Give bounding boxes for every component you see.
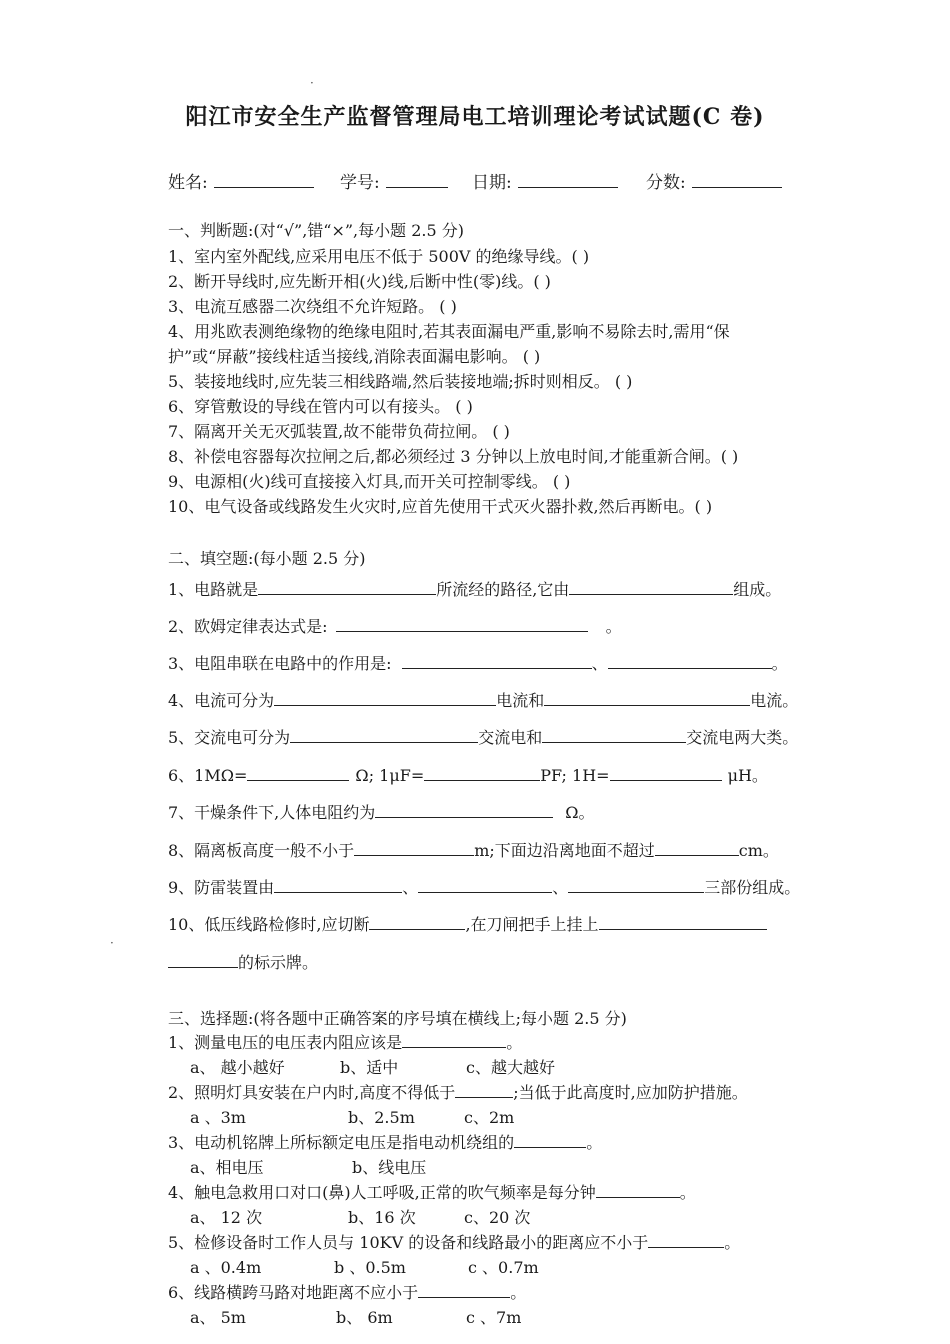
s1-question-5: 5、装接地线时,应先装三相线路端,然后装接地端;拆时则相反。 ( ) xyxy=(168,372,633,391)
date-blank xyxy=(518,171,618,188)
s2-question-7 xyxy=(168,800,595,823)
s3-q6-text: 6、线路横跨马路对地距离不应小于 xyxy=(168,1283,419,1302)
s3-question-6 xyxy=(168,1280,526,1303)
s1-question-2: 2、断开导线时,应先断开相(火)线,后断中性(零)线。( ) xyxy=(168,272,551,291)
option-c: c、越大越好 xyxy=(466,1058,555,1077)
answer-blank xyxy=(568,876,704,893)
option-a: a、 越小越好 xyxy=(190,1058,285,1077)
s2-q7-text-a: 7、干燥条件下,人体电阻约为 xyxy=(168,803,376,822)
answer-blank xyxy=(369,913,465,930)
s3-q3-text: 3、电动机铭牌上所标额定电压是指电动机绕组的 xyxy=(168,1133,515,1152)
option-b: b、2.5m xyxy=(348,1108,415,1127)
id-label: 学号: xyxy=(340,173,380,193)
s1-question-4-line1: 4、用兆欧表测绝缘物的绝缘电阻时,若其表面漏电严重,影响不易除去时,需用“保 xyxy=(168,322,730,341)
s3-q1-options xyxy=(190,1055,555,1078)
s2-question-2 xyxy=(168,614,622,637)
answer-blank xyxy=(402,652,592,669)
option-c: c 、0.7m xyxy=(468,1258,539,1277)
s2-q3-text-c: 。 xyxy=(771,654,788,673)
s3-q3-options xyxy=(190,1155,426,1178)
answer-blank xyxy=(455,1081,513,1098)
s2-q4-text-c: 电流。 xyxy=(750,691,799,710)
s3-question-3 xyxy=(168,1130,602,1153)
s3-question-4 xyxy=(168,1180,696,1203)
answer-blank xyxy=(542,726,686,743)
answer-blank xyxy=(599,913,767,930)
s2-question-3 xyxy=(168,651,788,674)
s2-q9-text-b: 、 xyxy=(402,878,419,897)
s2-question-6 xyxy=(168,763,768,786)
option-a: a 、0.4m xyxy=(190,1258,262,1277)
option-a: a、相电压 xyxy=(190,1158,264,1177)
answer-blank xyxy=(610,764,722,781)
s3-q6-end: 。 xyxy=(510,1283,527,1302)
option-c: c、20 次 xyxy=(464,1208,531,1227)
name-blank xyxy=(214,171,314,188)
answer-blank xyxy=(274,689,496,706)
answer-blank xyxy=(375,801,553,818)
s2-q3-text-a: 3、电阻串联在电路中的作用是: xyxy=(168,654,392,673)
answer-blank xyxy=(514,1131,586,1148)
s2-q6-text-b: Ω; 1μF= xyxy=(355,766,425,785)
answer-blank xyxy=(596,1181,680,1198)
s3-q4-end: 。 xyxy=(679,1183,696,1202)
answer-blank xyxy=(608,652,772,669)
answer-blank xyxy=(418,876,552,893)
option-b: b、 6m xyxy=(336,1308,393,1327)
option-c: c 、7m xyxy=(466,1308,522,1327)
s2-q7-text-b: Ω。 xyxy=(565,803,595,822)
name-label: 姓名: xyxy=(168,173,208,193)
answer-blank xyxy=(648,1231,724,1248)
section1-header: 一、判断题:(对“√”,错“×”,每小题 2.5 分) xyxy=(168,221,464,240)
s2-q9-text-d: 三部份组成。 xyxy=(704,878,801,897)
s3-q2-text-b: ;当低于此高度时,应加防护措施。 xyxy=(513,1083,748,1102)
s2-q10-text-c: 的标示牌。 xyxy=(238,953,319,972)
s2-q2-text-a: 2、欧姆定律表达式是: xyxy=(168,617,328,636)
option-b: b、线电压 xyxy=(352,1158,427,1177)
s2-q3-text-b: 、 xyxy=(591,654,608,673)
s2-question-10-continued xyxy=(168,950,318,973)
s2-q8-text-b: m;下面边沿离地面不超过 xyxy=(474,841,655,860)
s3-q6-options xyxy=(190,1305,521,1328)
answer-blank xyxy=(168,951,238,968)
s2-q4-text-b: 电流和 xyxy=(496,691,545,710)
s3-question-5 xyxy=(168,1230,740,1253)
s3-q2-text-a: 2、照明灯具安装在户内时,高度不得低于 xyxy=(168,1083,456,1102)
s2-q6-text-d: μH。 xyxy=(727,766,768,785)
answer-blank xyxy=(336,615,588,632)
score-field xyxy=(646,168,782,193)
answer-blank xyxy=(247,764,349,781)
s2-q6-text-a: 6、1MΩ= xyxy=(168,766,248,785)
score-blank xyxy=(692,171,782,188)
s2-q8-text-a: 8、隔离板高度一般不小于 xyxy=(168,841,355,860)
s2-q9-text-c: 、 xyxy=(552,878,569,897)
option-b: b、适中 xyxy=(340,1058,399,1077)
date-field xyxy=(472,168,618,193)
option-a: a、 5m xyxy=(190,1308,246,1327)
answer-blank xyxy=(290,726,478,743)
s2-q1-text-c: 组成。 xyxy=(733,580,782,599)
s2-question-5 xyxy=(168,725,798,748)
s1-question-1: 1、室内室外配线,应采用电压不低于 500V 的绝缘导线。( ) xyxy=(168,247,590,266)
option-c: c、2m xyxy=(464,1108,515,1127)
s2-question-9 xyxy=(168,875,800,898)
option-b: b 、0.5m xyxy=(334,1258,406,1277)
s2-q4-text-a: 4、电流可分为 xyxy=(168,691,275,710)
answer-blank xyxy=(402,1031,506,1048)
s2-question-4 xyxy=(168,688,798,711)
s3-q5-options xyxy=(190,1255,539,1278)
section3-header: 三、选择题:(将各题中正确答案的序号填在横线上;每小题 2.5 分) xyxy=(168,1009,627,1028)
s1-question-7: 7、隔离开关无灭弧装置,故不能带负荷拉闸。 ( ) xyxy=(168,422,510,441)
s2-question-10 xyxy=(168,912,767,935)
answer-blank xyxy=(424,764,540,781)
answer-blank xyxy=(569,578,733,595)
name-field xyxy=(168,168,314,193)
option-b: b、16 次 xyxy=(348,1208,416,1227)
score-label: 分数: xyxy=(646,173,686,193)
s3-q5-text: 5、检修设备时工作人员与 10KV 的设备和线路最小的距离应不小于 xyxy=(168,1233,649,1252)
answer-blank xyxy=(354,839,474,856)
s1-question-6: 6、穿管敷设的导线在管内可以有接头。 ( ) xyxy=(168,397,473,416)
scan-speck: · xyxy=(110,936,114,950)
s1-question-8: 8、补偿电容器每次拉闸之后,都必须经过 3 分钟以上放电时间,才能重新合闸。( ) xyxy=(168,447,739,466)
id-blank xyxy=(386,171,448,188)
s1-question-10: 10、电气设备或线路发生火灾时,应首先使用干式灭火器扑救,然后再断电。( ) xyxy=(168,497,713,516)
exam-title: 阳江市安全生产监督管理局电工培训理论考试试题(C 卷) xyxy=(185,104,765,130)
answer-blank xyxy=(418,1281,510,1298)
s2-question-1 xyxy=(168,577,781,600)
s2-q10-text-b: ,在刀闸把手上挂上 xyxy=(465,915,599,934)
s1-question-4-line2: 护”或“屏蔽”接线柱适当接线,消除表面漏电影响。 ( ) xyxy=(168,347,541,366)
s3-q4-text: 4、触电急救用口对口(鼻)人工呼吸,正常的吹气频率是每分钟 xyxy=(168,1183,596,1202)
date-label: 日期: xyxy=(472,173,512,193)
s2-q9-text-a: 9、防雷装置由 xyxy=(168,878,275,897)
s1-question-3: 3、电流互感器二次绕组不允许短路。 ( ) xyxy=(168,297,457,316)
s2-question-8 xyxy=(168,838,779,861)
id-field xyxy=(340,168,448,193)
s3-q4-options xyxy=(190,1205,530,1228)
s2-q5-text-a: 5、交流电可分为 xyxy=(168,728,291,747)
answer-blank xyxy=(274,876,402,893)
s2-q5-text-b: 交流电和 xyxy=(478,728,543,747)
option-a: a、 12 次 xyxy=(190,1208,263,1227)
scan-speck: · xyxy=(310,76,314,90)
s2-q5-text-c: 交流电两大类。 xyxy=(686,728,799,747)
s2-q2-text-b: 。 xyxy=(605,617,622,636)
s2-q1-text-b: 所流经的路径,它由 xyxy=(436,580,570,599)
answer-blank xyxy=(655,839,739,856)
s2-q8-text-c: cm。 xyxy=(738,841,779,860)
s3-question-1 xyxy=(168,1030,522,1053)
answer-blank xyxy=(258,578,436,595)
s3-q1-text: 1、测量电压的电压表内阻应该是 xyxy=(168,1033,403,1052)
s3-question-2 xyxy=(168,1080,748,1103)
s3-q3-end: 。 xyxy=(586,1133,603,1152)
option-a: a 、3m xyxy=(190,1108,246,1127)
s2-q6-text-c: PF; 1H= xyxy=(540,766,610,785)
s3-q5-end: 。 xyxy=(724,1233,741,1252)
section2-header: 二、填空题:(每小题 2.5 分) xyxy=(168,549,366,568)
s2-q1-text-a: 1、电路就是 xyxy=(168,580,259,599)
s3-q2-options xyxy=(190,1105,514,1128)
s3-q1-end: 。 xyxy=(506,1033,523,1052)
s1-question-9: 9、电源相(火)线可直接接入灯具,而开关可控制零线。 ( ) xyxy=(168,472,571,491)
s2-q10-text-a: 10、低压线路检修时,应切断 xyxy=(168,915,370,934)
answer-blank xyxy=(544,689,750,706)
